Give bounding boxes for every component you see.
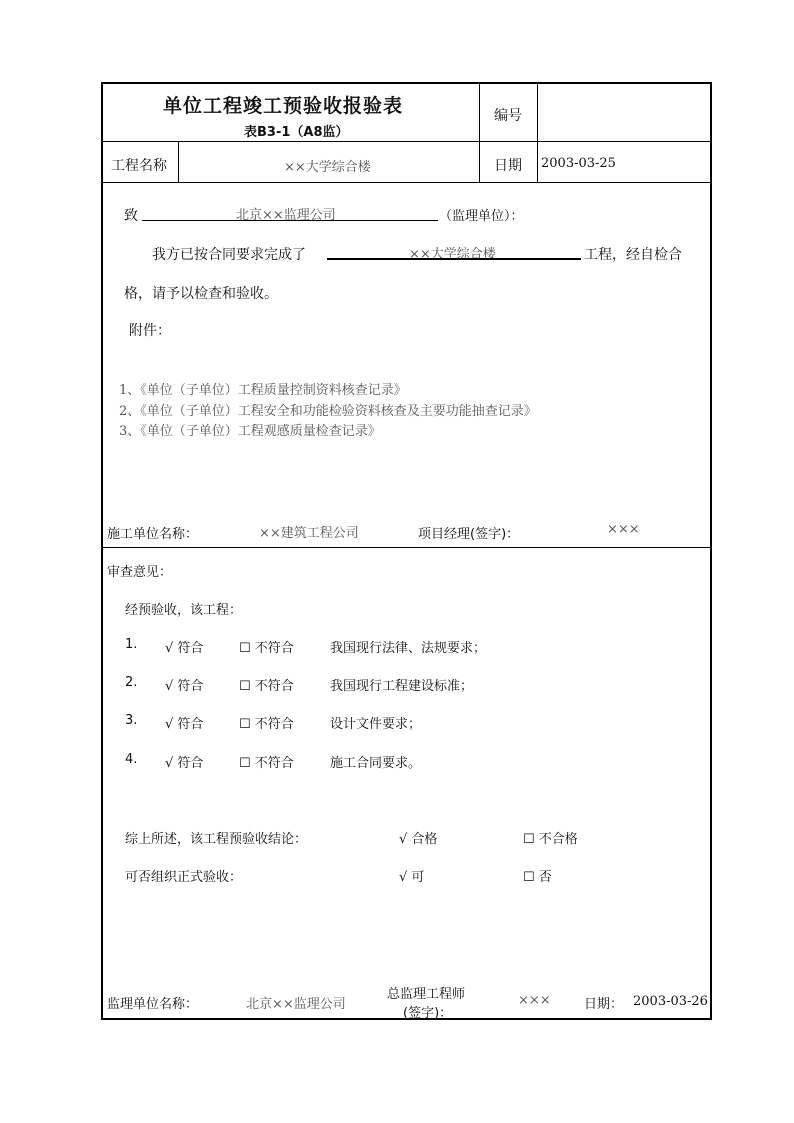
attachment-item: 1、《单位（子单位）工程质量控制资料核查记录》 [119, 383, 407, 398]
conclusion-fail: ☐ 不合格 [523, 832, 578, 847]
to-underline [142, 220, 438, 221]
col-divider-name-label [178, 141, 179, 182]
number-label: 编号 [494, 108, 522, 124]
completion-prefix: 我方已按合同要求完成了 [152, 247, 306, 263]
review-item-yes: √ 符合 [165, 717, 204, 732]
project-date-value: 2003-03-25 [541, 156, 616, 171]
project-manager-label: 项目经理(签字)： [418, 527, 520, 542]
conclusion-pass: √ 合格 [399, 832, 438, 847]
review-intro: 经预验收，该工程： [125, 603, 243, 618]
project-manager-value: ××× [607, 522, 640, 537]
completion-project-value: ××大学综合楼 [409, 247, 496, 262]
review-item-yes: √ 符合 [165, 679, 204, 694]
review-item-text: 设计文件要求； [330, 717, 422, 732]
col-divider-number [537, 82, 538, 182]
review-item-text: 我国现行工程建设标准； [330, 679, 474, 694]
to-supervisor-value: 北京××监理公司 [236, 208, 336, 223]
col-divider-title [479, 82, 480, 182]
attachment-item: 3、《单位（子单位）工程观感质量检查记录》 [119, 424, 381, 439]
review-item-yes: √ 符合 [165, 756, 204, 771]
row-divider-header [101, 141, 712, 142]
to-prefix: 致 [124, 208, 138, 224]
review-item-number: 2. [125, 675, 138, 690]
formal-acceptance-label: 可否组织正式验收： [125, 870, 243, 885]
supervisor-label: 监理单位名称： [107, 997, 199, 1012]
project-name-label: 工程名称 [111, 158, 167, 174]
review-item-yes: √ 符合 [165, 641, 204, 656]
review-item-no: ☐ 不符合 [239, 756, 294, 771]
review-date-label: 日期： [584, 997, 624, 1012]
review-item-no: ☐ 不符合 [239, 717, 294, 732]
review-date-value: 2003-03-26 [633, 994, 708, 1009]
attachments-label: 附件： [129, 323, 171, 339]
contractor-value: ××建筑工程公司 [259, 526, 359, 541]
review-item-no: ☐ 不符合 [239, 641, 294, 656]
review-item-number: 3. [125, 713, 138, 728]
review-item-number: 4. [125, 752, 138, 767]
row-divider-project [101, 182, 712, 183]
review-item-number: 1. [125, 637, 138, 652]
chief-engineer-sign-label: (签字)： [403, 1006, 453, 1021]
chief-engineer-label: 总监理工程师 [387, 987, 466, 1002]
to-suffix: （监理单位）： [439, 209, 524, 224]
attachment-item: 2、《单位（子单位）工程安全和功能检验资料核查及主要功能抽查记录》 [119, 404, 537, 419]
formal-acceptance-yes: √ 可 [399, 870, 425, 885]
completion-line2: 格，请予以检查和验收。 [124, 286, 278, 302]
review-label: 审查意见： [107, 565, 173, 580]
form-subtitle: 表B3-1（A8监） [244, 125, 349, 140]
review-item-no: ☐ 不符合 [239, 679, 294, 694]
review-item-text: 施工合同要求。 [330, 756, 422, 771]
formal-acceptance-no: ☐ 否 [523, 870, 552, 885]
row-divider-review [101, 547, 712, 548]
review-item-text: 我国现行法律、法规要求； [330, 641, 487, 656]
completion-suffix: 工程，经自检合 [584, 247, 682, 263]
conclusion-label: 综上所述，该工程预验收结论： [125, 832, 308, 847]
chief-engineer-value: ××× [518, 993, 551, 1008]
contractor-label: 施工单位名称： [107, 527, 199, 542]
project-date-label: 日期 [494, 158, 522, 174]
supervisor-value: 北京××监理公司 [246, 997, 346, 1012]
completion-underline [327, 258, 581, 260]
project-name-value: ××大学综合楼 [284, 160, 371, 175]
form-title: 单位工程竣工预验收报验表 [163, 95, 404, 117]
